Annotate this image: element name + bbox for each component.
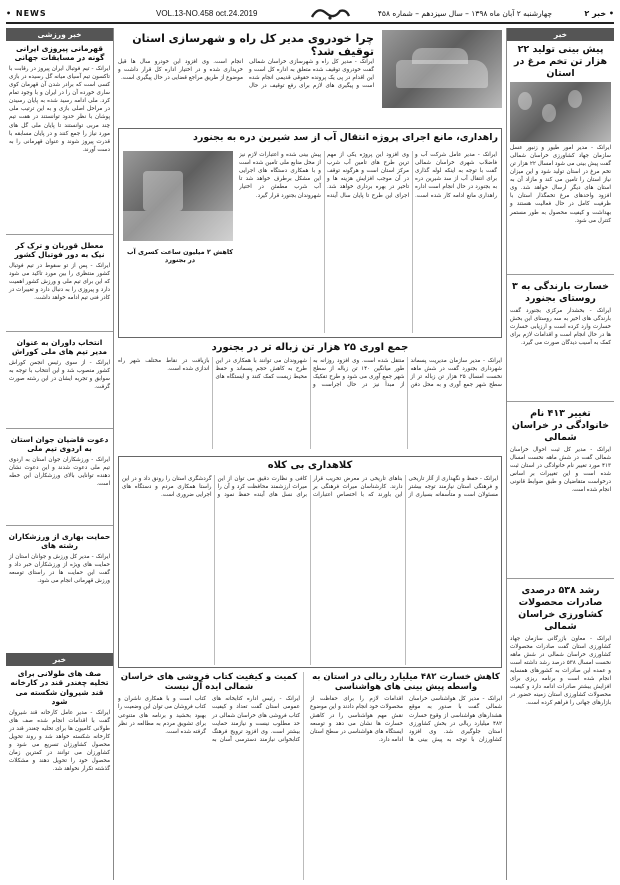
left-story-0 <box>6 41 113 231</box>
sports-band: خبر ورزشی <box>6 28 113 41</box>
left-story-3 <box>6 432 113 522</box>
story3-body: ایرانک - مدیر سازمان مدیریت پسماند شهرداری بجنورد گفت در شش ماهه نخست امسال ۲۵ هزار تن زباله تر از سطح شهر جمع آوری و به محل دفن منتقل شده است. وی افزود روزانه به طور میانگین ۱۴۰ تن زباله از سطح شهر جمع آوری می شود و طرح تفکیک از مبدأ نیز در حال اجراست و شهروندان می توانند با همکاری در این طرح به کاهش حجم پسماند و حفظ محیط زیست کمک کنند و ایستگاه های بازیافت در نقاط مختلف شهر راه اندازی شده است. <box>118 358 502 389</box>
volume-info: VOL.13-NO.458 oct.24.2019 <box>156 8 258 18</box>
divider <box>507 401 614 402</box>
story2-headline: راهداری، مانع اجرای پروژه انتقال آب از سد شیرین دره به بجنورد <box>193 132 498 143</box>
story-title: انتخاب داوران به عنوان مدیر تیم های ملی کوراش <box>11 338 108 357</box>
story-weather <box>310 672 502 880</box>
story4-body: ایرانک - حفظ و نگهداری از آثار تاریخی و فرهنگی استان نیازمند توجه بیشتر مسئولان است و متأسفانه بسیاری از بناهای تاریخی در معرض تخریب قرار دارند. کارشناسان میراث فرهنگی بر این باورند که با اختصاص اعتبارات کافی و نظارت دقیق می توان از این میراث ارزشمند محافظت کرد و آن را برای نسل های آینده حفظ نمود و گردشگری استان را رونق داد و در این راستا همکاری مردم و دستگاه های اجرایی ضروری است. <box>122 476 498 499</box>
divider <box>6 525 113 526</box>
story-title: معطل قوربان و ترک کر نیک به دور فوتبال کشور <box>14 241 105 260</box>
left-story-2 <box>6 335 113 425</box>
divider <box>507 274 614 275</box>
left-bottom-story <box>6 669 113 773</box>
news-label: • NEWS <box>6 8 47 18</box>
story-body: ایرانک - معاون بازرگانی سازمان جهاد کشاورزی استان گفت صادرات محصولات کشاورزی خراسان شمالی در شش ماهه نخست امسال ۵۳۸ درصد رشد داشته است و عمده این صادرات به کشورهای همسایه انجام شده است و برنامه ریزی برای افزایش بیشتر صادرات ادامه دارد و کیفیت محصولات کشاورزی استان زمینه حضور در بازارهای جهانی را فراهم کرده است. <box>510 635 611 707</box>
story-water-project <box>118 128 502 338</box>
story-body: ایرانک - تیم فوتبال ایران پیروز در رقابت با تاکسون تیم آسیای میانه گل رسیده در بازی کسی است که برادر شدن آن قهرمان کوی ساری خورده آن را در ایران و با وجود تمام کرد. ملی ادامه رسید شده به پایان رسیدن در مراحل اصلی بازی و به این ترتیب ملی پوشان با نظر حدود توانستند در هفت تیم چند مربی توانستند تا پایان ملی گل های مورد نیاز را جمع کنند و در پایان مسابقه با قدرت پیروز شوند و عنوان قهرمانی را به دست آورند. <box>9 65 110 153</box>
date-info: چهارشنبه ۲ آبان ماه ۱۳۹۸ – سال سیزدهم – شماره ۴۵۸ <box>377 8 552 18</box>
right-story-3 <box>507 582 614 880</box>
eggs-photo <box>510 82 611 142</box>
main-column <box>118 28 502 880</box>
divider <box>6 428 113 429</box>
story5-body: ایرانک - مدیر کل هواشناسی خراسان شمالی گفت با صدور به موقع هشدارهای هواشناسی از وقوع خسارت ۴۸۲ میلیارد ریالی در بخش کشاورزی استان جلوگیری شد. وی افزود کشاورزان با توجه به پیش بینی ها اقدامات لازم را برای حفاظت از محصولات خود انجام دادند و این موضوع نقش مهم هواشناسی را در کاهش خسارت ها نشان می دهد و توسعه ایستگاه های هواشناسی در سطح استان ادامه دارد. <box>310 696 502 743</box>
car-photo <box>382 30 502 108</box>
story-bookstores <box>118 672 304 880</box>
story-title: دعوت قاضیان جوان استان به اردوی تیم ملی <box>10 435 109 454</box>
story-body: ایرانک - مدیر عامل کارخانه قند شیروان گفت با اقدامات انجام شده صف های طولانی کامیون ها برای تخلیه چغندر قند در کارخانه شکسته خواهد شد و روند تحویل محصول کشاورزان تسریع می شود و کشاورزان می توانند در کمترین زمان محصول خود را تحویل دهند و مشکلات گذشته تکرار نخواهد شد. <box>9 709 110 773</box>
story6-body: ایرانک - رئیس اداره کتابخانه های عمومی استان گفت تعداد و کیفیت کتاب فروشی های خراسان شمالی در حد مطلوب نیست و نیازمند حمایت بیشتر است. وی افزود ترویج فرهنگ کتابخوانی نیازمند دسترسی آسان به کتاب است و با همکاری ناشران و کتاب فروشان می توان این وضعیت را بهبود بخشید و برنامه های متنوعی برای تشویق مردم به مطالعه در نظر گرفته شده است. <box>118 696 300 743</box>
left-story-4 <box>6 529 113 649</box>
story-title: پیش بینی تولید ۲۲ هزار تن تخم مرغ در استان <box>513 44 608 79</box>
top-headline: چرا خودروی مدیر کل راه و شهرسازی استان توقیف شد؟ <box>132 32 374 59</box>
newspaper-logo <box>308 3 352 23</box>
story-body: ایرانک - ورزشکاران جوان استان به اردوی تیم ملی دعوت شدند و این دعوت نشان دهنده توانایی بالای ورزشکاران این خطه است. <box>9 456 110 488</box>
story-title: حمایت بهاری از ورزشکاران رشته های <box>8 532 111 551</box>
story4-headline: کلاهداری بی کلاه <box>267 460 353 471</box>
divider <box>6 234 113 235</box>
story-body: ایرانک - از سوی رئیس انجمن کوراش کشور منصوب شد و این انتخاب با توجه به سوابق و تجربه ایشان در این رشته صورت گرفت. <box>9 359 110 391</box>
section-tab: • خبر ۲ <box>584 8 614 18</box>
story-title: رشد ۵۳۸ درصدی صادرات محصولات کشاورزی خراسان شمالی <box>518 585 603 632</box>
top-body: ایرانک - مدیر کل راه و شهرسازی خراسان شمالی گفت خودروی توقیف شده متعلق به اداره کل است و این اقدام در پی یک پرونده حقوقی قدیمی انجام شده است و پیگیری های لازم برای رفع توقیف در حال انجام است. وی افزود این خودرو سال ها قبل خریداری شده و در اختیار اداره کل قرار داشت و موضوع از طریق مراجع قضایی در حال پیگیری است. <box>118 59 374 90</box>
story-body: ایرانک - مدیر کل ورزش و جوانان استان از حمایت های ویژه از ورزشکاران خبر داد و گفت این حمایت ها در راستای توسعه ورزش قهرمانی انجام می شود. <box>9 553 110 585</box>
divider <box>6 331 113 332</box>
story-title: خسارت بارندگی به ۳ روستای بجنورد <box>512 281 609 304</box>
right-column <box>506 28 614 880</box>
story2-body: ایرانک - مدیر عامل شرکت آب و فاضلاب شهری خراسان شمالی گفت با توجه به اینکه لوله گذاری برای انتقال آب از سد شیرین دره به بجنورد در حال انجام است اداره راهداری مانع ادامه کار شده است. وی افزود این پروژه یکی از مهم ترین طرح های تامین آب شرب مرکز استان است و هرگونه توقف در آن موجب افزایش هزینه ها و تاخیر در بهره برداری خواهد شد. اجرای این طرح تا پایان سال آینده پیش بینی شده و اعتبارات لازم نیز از محل منابع ملی تامین شده است و با همکاری دستگاه های اجرایی این مشکل برطرف خواهد شد تا آب شرب مطمئن در اختیار شهروندان بجنورد قرار گیرد. <box>239 152 497 199</box>
divider <box>507 578 614 579</box>
right-story-0 <box>507 41 614 271</box>
logo-icon <box>308 4 352 22</box>
top-story <box>118 28 502 128</box>
story-title: قهرمانی پیروزی ایرانی گونه در مسابقات جهانی <box>14 44 105 63</box>
story6-headline: کمیت و کیفیت کتاب فروشی های خراسان شمالی ایده آل نیست <box>120 672 298 693</box>
right-story-2 <box>507 405 614 575</box>
right-story-1 <box>507 278 614 398</box>
story-title: صف های طولانی برای تخلیه چغندر قند در کارخانه قند شیروان شکسته می شود <box>10 669 109 707</box>
story-heritage <box>118 456 502 668</box>
construction-photo <box>123 151 233 241</box>
story-title: تغییر ۴۱۳ نام خانوادگی در خراسان شمالی <box>511 408 610 443</box>
news-band: خبر <box>507 28 614 41</box>
story5-headline: کاهش خسارت ۴۸۲ میلیارد ریالی در استان به واسطه پیش بینی های هواشناسی <box>312 672 500 693</box>
story3-headline: جمع آوری ۲۵ هزار تن زباله تر در بجنورد <box>211 342 409 353</box>
story-waste <box>118 342 502 452</box>
news-band: خبر <box>6 653 113 666</box>
masthead <box>6 4 614 24</box>
story-body: ایرانک - بخشدار مرکزی بجنورد گفت بارندگی های اخیر به سه روستای این بخش خسارت وارد کرده است و ارزیابی خسارت ها در حال انجام است و اقدامات لازم برای کمک به آسیب دیدگان صورت می گیرد. <box>510 307 611 347</box>
story-body: ایرانک - مدیر کل ثبت احوال خراسان شمالی گفت در شش ماهه نخست امسال ۴۱۳ مورد تغییر نام خانوادگی در استان ثبت شده است و این تغییرات بر اساس درخواست متقاضیان و طبق ضوابط قانونی انجام شده است. <box>510 446 611 494</box>
left-column <box>6 28 114 880</box>
left-story-1 <box>6 238 113 328</box>
story-body: ایرانک - پس از تو سقوط در تیم فوتبال کشور منتظری را بین مورد تاکید می شود که این برای تیم ملی و ورزش کشور اهمیت دارد و پیروزی را به دنبال دارد و تغییرات در کادر فنی تیم ادامه خواهد داشت. <box>9 262 110 302</box>
story2-subhead: کاهش ۲ میلیون ساعت کسری آب در بجنورد <box>126 248 234 265</box>
story-body: ایرانک - مدیر امور طیور و زنبور عسل سازمان جهاد کشاورزی خراسان شمالی گفت پیش بینی می شود امسال ۲۲ هزار تن تخم مرغ در استان تولید شود و این میزان نیاز استان را تامین می کند و مازاد آن به استان های دیگر ارسال خواهد شد. وی افزود واحدهای مرغ تخمگذار استان با ظرفیت کامل در حال فعالیت هستند و بهداشت و کیفیت محصول به طور مستمر کنترل می شود. <box>510 144 611 224</box>
